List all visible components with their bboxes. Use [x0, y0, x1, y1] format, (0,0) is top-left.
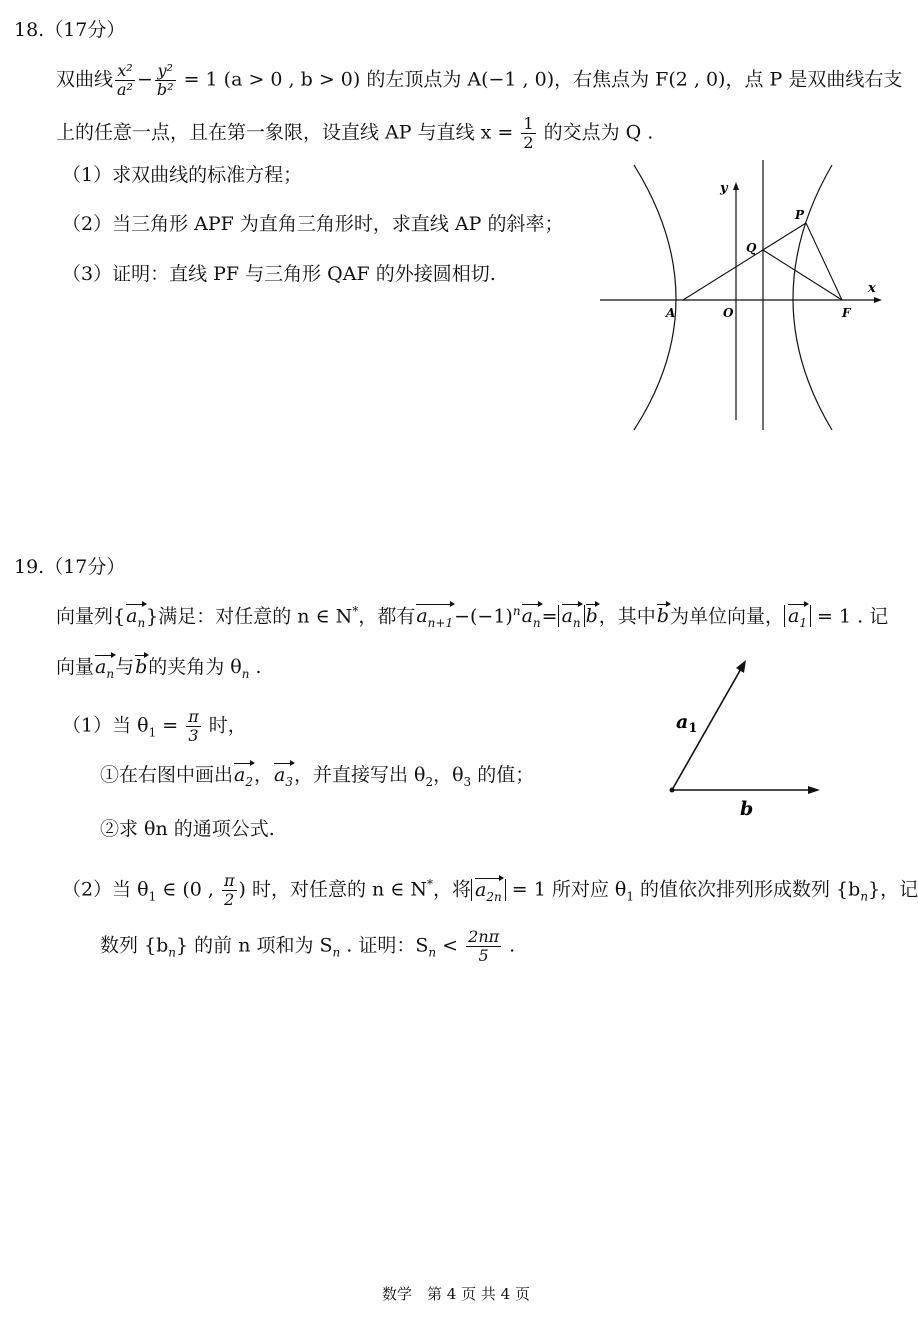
q19-vector-figure	[660, 655, 830, 830]
q18-line2	[56, 115, 653, 152]
q19-sub2-b: ∈ (0 ,	[156, 878, 220, 901]
q19-sub2-c: ) 时，对任意的 n ∈ N	[238, 878, 427, 901]
label-b: b	[740, 798, 754, 820]
q18-line1-text: 双曲线	[56, 68, 114, 91]
fraction-pi-2: $\frac{\pi}{2}$	[223, 871, 235, 909]
q19-sub1-c: 时，	[202, 714, 247, 737]
q19-line1: 向量列$\{a_n\}$满足：对任意的 n ∈ N*，都有$a_{n+1}-(-1)^na_n= a_n$ b，其中b为单位向量， $a_1 = 1$ . 记	[56, 599, 888, 635]
abs-a-1: $a_1$	[784, 605, 811, 627]
q19-item1-d: ，θ	[433, 764, 464, 786]
vector-a1-arrow-icon	[736, 660, 746, 673]
abs-a-n: $a_n$	[558, 605, 585, 627]
label-F: F	[842, 306, 851, 320]
abs-a-2n: $a_{2n}$	[471, 879, 506, 901]
q19-item1-a: ①在右图中画出	[100, 764, 234, 786]
q19-line2-d: .	[249, 656, 262, 678]
fraction-x2-a2: $\frac{\text{x²}}{\text{a²}}$	[117, 61, 133, 99]
q19-sub2: （2）当 $\theta_1$ ∈ (0 , $\frac{\pi}{2}$ ) 时，对任意的 n ∈ N*，将 $a_{2n} = 1$ 所对应 $\theta_1$ 的值依次排列形成数列 $\{b_n\}$，记	[62, 871, 918, 909]
vector-b: b	[585, 605, 598, 628]
line-AP	[683, 223, 806, 300]
q19-sub2-d: ，将	[433, 878, 472, 901]
q19-line1-c: ，都有	[358, 605, 416, 628]
q19-sub2-g: }，记	[868, 878, 918, 901]
q19-line1-a: 向量列	[56, 605, 114, 628]
q19-header: 19.（17分）	[14, 556, 126, 578]
q19-sub2-f: 的值依次排列形成数列 {b	[633, 878, 861, 901]
label-a1: $a_1$	[676, 711, 698, 736]
q19-item1-e: 的值；	[471, 764, 535, 786]
q19-line3-c: . 证明：S	[340, 934, 429, 957]
q19-item1-b: ，	[253, 764, 273, 786]
q19-line1-f: = 1 . 记	[810, 605, 889, 628]
q18-hyperbola-figure	[596, 160, 886, 435]
q19-line2: 向量$a_n$与b的夹角为 $\theta_n$ .	[56, 655, 262, 686]
label-P: P	[795, 208, 805, 222]
q18-sub1: （1）求双曲线的标准方程；	[62, 164, 303, 186]
fraction-y2-b2: $\frac{\text{y²}}{\text{b²}}$	[156, 61, 174, 99]
vector-b-arrow-icon	[808, 786, 820, 794]
q19-line3-b: } 的前 n 项和为 S	[176, 934, 333, 957]
q18-line1-tail: = 1 (a > 0 , b > 0) 的左顶点为 A(−1 , 0)，右焦点为 F(2 , 0)，点 P 是双曲线右支	[177, 68, 903, 91]
label-Q: Q	[746, 241, 757, 255]
q18-line2-text: 上的任意一点，且在第一象限，设直线 AP 与直线 x =	[56, 121, 520, 144]
label-y: y	[720, 181, 728, 196]
page-footer: 数学 第 4 页 共 4 页	[382, 1285, 530, 1303]
q18-line1: 双曲线 $\frac{\text{x²}}{\text{a²}}$ − $\frac{\text{y²}}{\text{b²}}$ = 1 (a > 0 , b > 0) 的左顶点为 A(−1 , 0)，右焦点为 F(2 , 0)，点 P 是双曲线右支	[56, 61, 903, 99]
q19-line3-a: 数列 {b	[100, 934, 169, 957]
q19-sub2-e: = 1 所对应 θ	[505, 878, 627, 901]
label-x: x	[868, 281, 876, 296]
vector-a-n: $a_n$	[125, 604, 146, 635]
vector-a-n-2: $a_n$	[521, 604, 542, 635]
q19-line2-b: 与	[115, 656, 135, 678]
vector-a-n-3: $a_n$	[94, 655, 115, 686]
q19-line1-d: ，其中	[598, 605, 656, 628]
q19-line1-e: 为单位向量，	[669, 605, 784, 628]
fraction-pi-3: $\frac{\pi}{3}$	[188, 707, 199, 745]
origin-point	[670, 788, 675, 793]
q19-sub1-a: （1）当 θ	[62, 714, 149, 737]
q19-line2-a: 向量	[56, 656, 95, 678]
q19-line1-b: 满足：对任意的 n ∈ N	[158, 605, 353, 628]
vector-b-3: b	[135, 656, 148, 678]
label-A: A	[666, 306, 676, 320]
vector-b-2: b	[656, 605, 669, 628]
label-O: O	[723, 306, 734, 320]
q19-sub1: （1）当 $\theta_1$ = $\frac{\pi}{3}$ 时，	[62, 707, 247, 745]
y-axis-arrow-icon	[733, 182, 739, 190]
q19-line3-e: .	[503, 934, 516, 957]
q19-sub1-b: =	[156, 714, 185, 737]
fraction-2npi-5: $\frac{2n\pi}{5}$	[468, 927, 500, 965]
q18-header: 18.（17分）	[14, 19, 126, 41]
vector-a-3: $a_3$	[273, 763, 294, 794]
q18-line2-tail: 的交点为 Q .	[537, 121, 654, 144]
q18-sub2: （2）当三角形 APF 为直角三角形时，求直线 AP 的斜率；	[62, 213, 564, 235]
q19-item1: ①在右图中画出$a_2$，$a_3$，并直接写出 $\theta_2$，$\theta_3$ 的值；	[100, 763, 534, 794]
q19-line3-d: <	[436, 934, 465, 957]
x-axis-arrow-icon	[874, 297, 882, 303]
q19-line3: 数列 $\{b_n\}$ 的前 n 项和为 $S_n$ . 证明：$S_n$ < $\frac{2n\pi}{5}$ .	[100, 927, 516, 965]
q19-item2: ②求 θn 的通项公式.	[100, 818, 275, 840]
q19-item1-c: ，并直接写出 θ	[293, 764, 426, 786]
vector-a-n-plus-1: $a_{n+1}$	[415, 604, 454, 635]
q19-line2-c: 的夹角为 θ	[148, 656, 242, 678]
q19-sub2-a: （2）当 θ	[62, 878, 149, 901]
vector-a-2: $a_2$	[233, 763, 254, 794]
hyperbola-left-branch	[634, 165, 676, 430]
q18-sub3: （3）证明：直线 PF 与三角形 QAF 的外接圆相切.	[62, 263, 496, 285]
hyperbola-right-branch	[793, 165, 832, 430]
fraction-one-half: $\frac{1}{2}$	[523, 114, 534, 152]
